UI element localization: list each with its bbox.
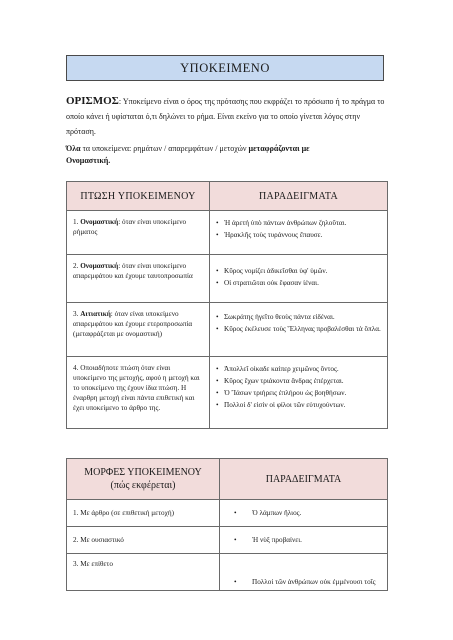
list-item: • Ἀπολλεῖ οἰκαδε καίπερ χειμῶνος ὄντος.: [216, 365, 339, 373]
header-examples: ΠΑΡΑΔΕΙΓΜΑΤΑ: [210, 182, 388, 211]
table-header-row: [67, 182, 388, 211]
list-item: • Ἡρακλῆς τοὺς τυράννους ἔπαυσε.: [216, 231, 323, 239]
examples-cell: [210, 357, 388, 429]
example-cell: • Ἡ νὺξ προβαίνει.: [220, 527, 388, 554]
table-row: [67, 500, 388, 527]
list-item: • Ἡ ἀρετή ὑπὸ πάντων ἀνθρώπων ζηλοῦται.: [216, 219, 347, 227]
example-cell: • Πολλοί τῶν ἀνθρώπων οὐκ ἐμμένουσι τοῖς: [220, 554, 388, 591]
subject-forms-table: [66, 458, 388, 591]
list-item: • Σωκράτης ἡγεῖτο θεοὺς πάντα εἰδέναι.: [216, 313, 335, 321]
table-row: [67, 211, 388, 255]
case-cell: 3. Αιτιατική: όταν είναι υποκείμενο απαρεμφάτου και έχουμε ετεροπροσωπία (μεταφράζεται με ονομαστική): [67, 303, 210, 357]
list-item: • Κῦρος ἔχων τριάκοντα ἄνδρας ἐπέρχεται.: [216, 377, 344, 385]
note-bold-2: Ονομαστική.: [66, 156, 111, 165]
definition-label: ΟΡΙΣΜΟΣ: [66, 95, 119, 107]
list-item: • Κῦρος ἐκέλευσε τοὺς Ἕλληνας προβαλέσθαι τὰ ὅπλα.: [216, 325, 381, 333]
table-header-row: [67, 459, 388, 500]
examples-cell: [210, 303, 388, 357]
subject-case-table: [66, 181, 388, 429]
table-row: [67, 357, 388, 429]
table-row: [67, 527, 388, 554]
table-row: [67, 303, 388, 357]
definition-paragraph: [66, 94, 388, 139]
definition-text: : Υποκείμενο είναι ο όρος της πρότασης που εκφράζει το πρόσωπο ή το πράγμα το οποίο κάνει ή υφίσταται ό,τι δηλώνει το ρήμα. Είναι εκείνο για το οποίο γίνεται λόγος στην πρόταση.: [66, 97, 385, 136]
case-cell: 1. Ονομαστική: όταν είναι υποκείμενο ρήματος: [67, 211, 210, 255]
header-forms: ΜΟΡΦΕΣ ΥΠΟΚΕΙΜΕΝΟΥ (πώς εκφέρεται): [67, 459, 220, 500]
table-row: [67, 554, 388, 591]
list-item: • Κῦρος νομίζει ἀδικεῖσθαι ὑφ' ὑμῶν.: [216, 267, 328, 275]
table-row: [67, 255, 388, 303]
form-cell: 2. Με ουσιαστικό: [67, 527, 220, 554]
case-cell: 2. Ονομαστική: όταν είναι υποκείμενο απαρεμφάτου και έχουμε ταυτοπροσωπία: [67, 255, 210, 303]
case-cell: 4. Οποιαδήποτε πτώση όταν είναι υποκείμενο της μετοχής, αφού η μετοχή και το υποκείμενο της έχουν ίδια πτώση. Η έναρθρη μετοχή είναι πάντα επιθετική και έχει υποκείμενο το άρθρο της.: [67, 357, 210, 429]
list-item: • Ὁ Ἴάσων τριήρεις ἐπλήρου ὡς βοηθήσων.: [216, 389, 347, 397]
note-paragraph: [66, 143, 388, 167]
form-cell: 3. Με επίθετο: [67, 554, 220, 591]
example-cell: • Ὁ λάμπων ἥλιος.: [220, 500, 388, 527]
note-middle: τα υποκείμενα: ρημάτων / απαρεμφάτων / μετοχών: [80, 144, 249, 153]
header-examples: ΠΑΡΑΔΕΙΓΜΑΤΑ: [220, 459, 388, 500]
note-bold-1: μεταφράζονται με: [248, 144, 310, 153]
form-cell: 1. Με άρθρο (σε επιθετική μετοχή): [67, 500, 220, 527]
note-prefix: Όλα: [66, 144, 81, 153]
list-item: • Οἱ στρατιῶται οὐκ ἔφασαν ἰέναι.: [216, 279, 319, 287]
examples-cell: [210, 211, 388, 255]
page-title: ΥΠΟΚΕΙΜΕΝΟ: [66, 55, 384, 81]
list-item: • Πολλοί δ' εἰσίν οἱ φίλοι τῶν εὐτυχούντων.: [216, 401, 346, 409]
header-case: ΠΤΩΣΗ ΥΠΟΚΕΙΜΕΝΟΥ: [67, 182, 210, 211]
examples-cell: [210, 255, 388, 303]
